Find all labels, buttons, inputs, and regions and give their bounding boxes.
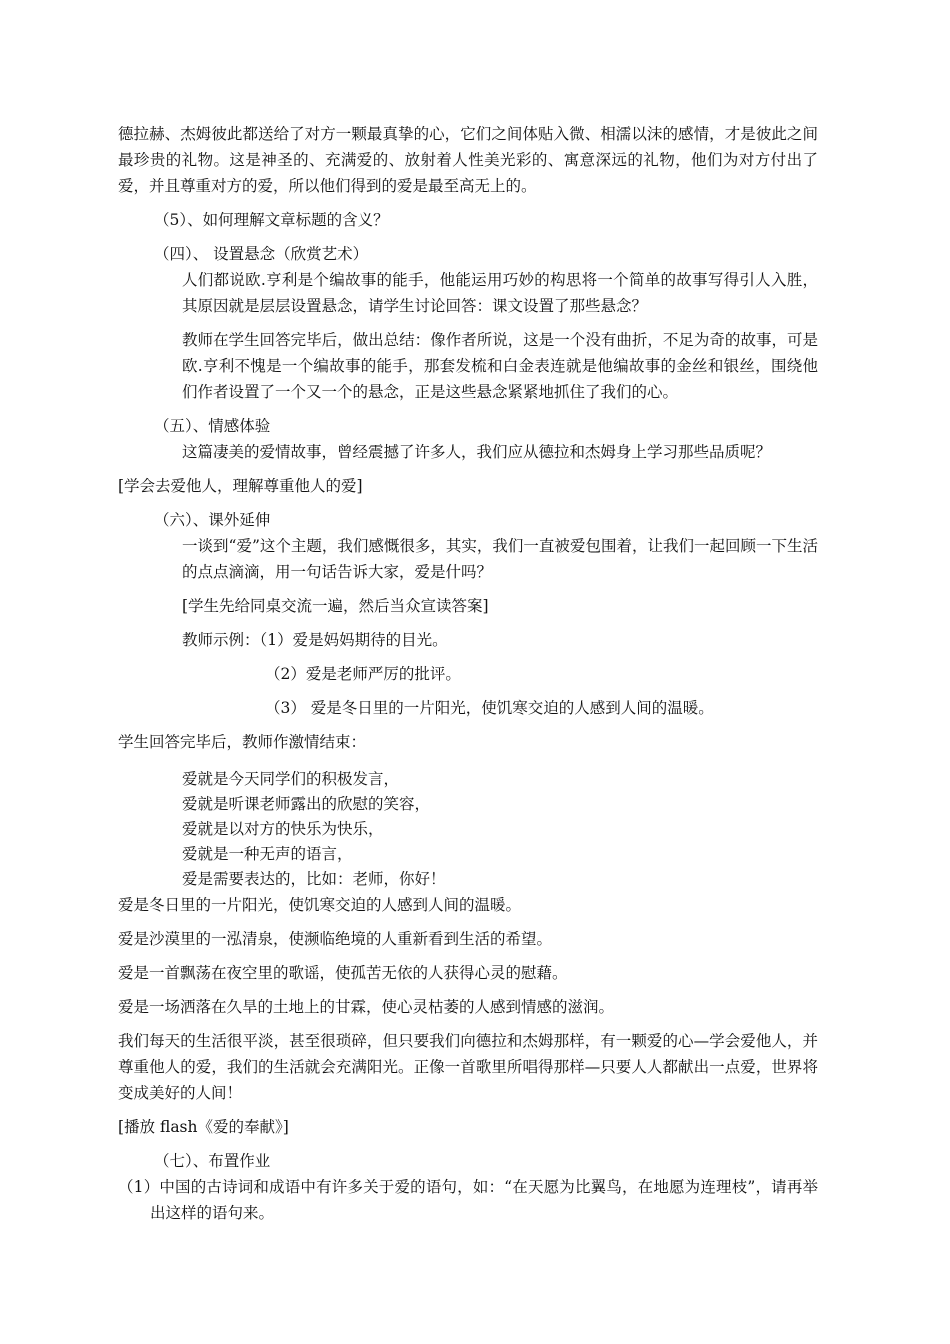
poem-line: 爱就是今天同学们的积极发言， (182, 770, 400, 788)
teacher-example-1: 教师示例：（1）爱是妈妈期待的目光。 (182, 631, 448, 649)
paragraph-suspense-summary: 教师在学生回答完毕后，做出总结：像作者所说，这是一个没有曲折，不足为奇的故事，可是欧.亨利不愧是一个编故事的能手，那套发梳和白金表连就是他编故事的金丝和银丝，围绕他们作者设置了一个又一个的悬念，正是这些悬念紧紧地抓住了我们的心。 (182, 331, 818, 401)
paragraph-flash-note: [播放 flash《爱的奉献》] (118, 1118, 289, 1136)
paragraph-suspense-question: 人们都说欧.亨利是个编故事的能手，他能运用巧妙的构思将一个简单的故事写得引人入胜，其原因就是层层设置悬念，请学生讨论回答：课文设置了那些悬念？ (182, 271, 818, 315)
love-line-song: 爱是一首飘荡在夜空里的歌谣，使孤苦无依的人获得心灵的慰藉。 (118, 964, 568, 982)
teacher-example-2: （2）爱是老师严厉的批评。 (265, 665, 461, 683)
poem-block (118, 767, 818, 892)
document-page (118, 121, 818, 1226)
question-title-meaning: （5）、如何理解文章标题的含义？ (154, 211, 389, 229)
love-line-spring: 爱是沙漠里的一泓清泉，使濒临绝境的人重新看到生活的希望。 (118, 930, 553, 948)
section-heading-emotion: （五）、情感体验 (154, 417, 271, 435)
paragraph-emotion-question: 这篇凄美的爱情故事，曾经震撼了许多人，我们应从德拉和杰姆身上学习那些品质呢？ (182, 443, 772, 461)
love-line-sunshine: 爱是冬日里的一片阳光，使饥寒交迫的人感到人间的温暖。 (118, 896, 522, 914)
homework-item-1: （1）中国的古诗词和成语中有许多关于爱的语句，如：“在天愿为比翼鸟，在地愿为连理枝”，请再举出这样的语句来。 (118, 1178, 818, 1222)
poem-line: 爱就是一种无声的语言， (182, 845, 353, 863)
love-line-rain: 爱是一场洒落在久旱的土地上的甘霖，使心灵枯萎的人感到情感的滋润。 (118, 998, 615, 1016)
poem-line: 爱就是以对方的快乐为快乐， (182, 820, 384, 838)
paragraph-extension-prompt: 一谈到“爱”这个主题，我们感慨很多，其实，我们一直被爱包围着，让我们一起回顾一下生活的点点滴滴，用一句话告诉大家，爱是什吗？ (182, 537, 818, 581)
teacher-example-3: （3） 爱是冬日里的一片阳光，使饥寒交迫的人感到人间的温暖。 (265, 699, 714, 717)
paragraph-emotion-answer: [学会去爱他人，理解尊重他人的爱] (118, 477, 363, 495)
section-heading-extension: （六）、课外延伸 (154, 511, 271, 529)
paragraph-gift-meaning: 德拉赫、杰姆彼此都送给了对方一颗最真挚的心，它们之间体贴入微、相濡以沫的感情，才是彼此之间最珍贵的礼物。这是神圣的、充满爱的、放射着人性美光彩的、寓意深远的礼物，他们为对方付出了爱，并且尊重对方的爱，所以他们得到的爱是最至高无上的。 (118, 125, 818, 195)
paragraph-extension-note: [学生先给同桌交流一遍，然后当众宣读答案] (182, 597, 489, 615)
poem-line: 爱就是听课老师露出的欣慰的笑容， (182, 795, 431, 813)
poem-line: 爱是需要表达的，比如：老师，你好！ (182, 870, 446, 888)
section-heading-homework: （七）、布置作业 (154, 1152, 271, 1170)
paragraph-conclusion: 我们每天的生活很平淡，甚至很琐碎，但只要我们向德拉和杰姆那样，有一颗爱的心—学会爱他人，并尊重他人的爱，我们的生活就会充满阳光。正像一首歌里所唱得那样—只要人人都献出一点爱，世界将变成美好的人间！ (118, 1032, 818, 1102)
section-heading-suspense: （四）、 设置悬念（欣赏艺术） (154, 245, 369, 263)
paragraph-teacher-closing: 学生回答完毕后，教师作激情结束： (118, 733, 367, 751)
